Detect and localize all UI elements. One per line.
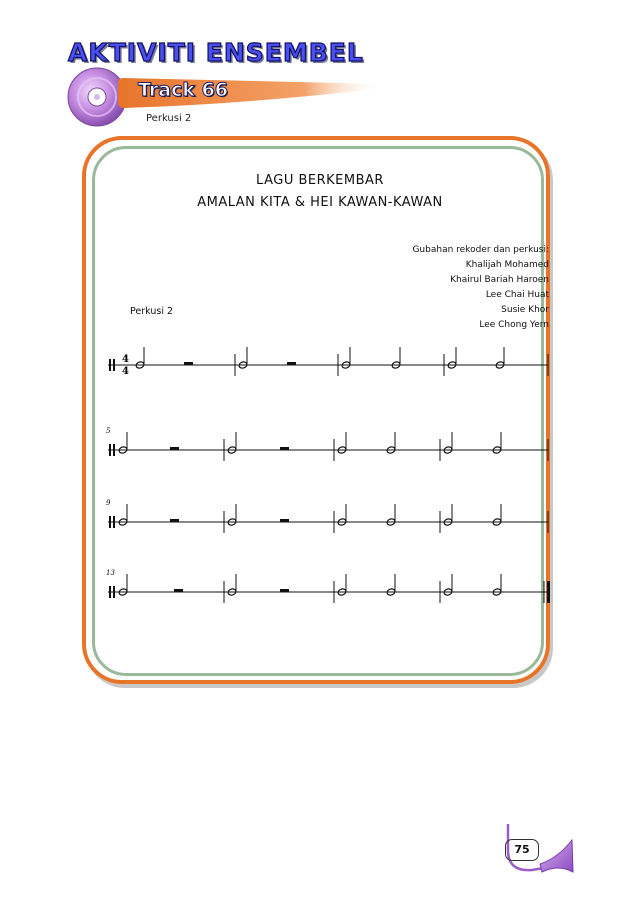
song-title-line2: AMALAN KITA & HEI KAWAN-KAWAN: [197, 195, 443, 210]
time-signature-top: 4: [122, 354, 129, 365]
composer-name: Susie Khor: [501, 305, 549, 315]
credits-heading: Gubahan rekoder dan perkusi:: [412, 245, 549, 255]
track-label: Track 66: [138, 79, 229, 101]
part-name: Perkusi 2: [130, 306, 174, 317]
composer-name: Khalijah Mohamed: [465, 260, 549, 270]
composer-name: Lee Chong Yern: [479, 320, 549, 330]
staff-system-4: [106, 569, 550, 603]
final-barline: [547, 581, 550, 603]
page-number: 75: [505, 839, 539, 861]
song-title-line1: LAGU BERKEMBAR: [256, 173, 384, 188]
composer-name: Lee Chai Huat: [485, 290, 549, 300]
composer-credits: [412, 243, 549, 333]
measure-number: 5: [106, 427, 111, 435]
time-signature-bottom: 4: [122, 366, 129, 377]
measure-number: 13: [106, 569, 115, 577]
measure-number: 9: [106, 499, 111, 507]
staff-system-3: [106, 499, 548, 533]
composer-name: Khairul Bariah Haroen: [450, 275, 549, 285]
percussion-staff: [100, 345, 560, 615]
activity-title: AKTIVITI ENSEMBEL: [68, 38, 364, 67]
percussion-clef-icon: [109, 359, 111, 371]
part-subtitle: Perkusi 2: [146, 113, 192, 124]
staff-system-1: [108, 347, 548, 377]
staff-system-2: [106, 427, 548, 461]
